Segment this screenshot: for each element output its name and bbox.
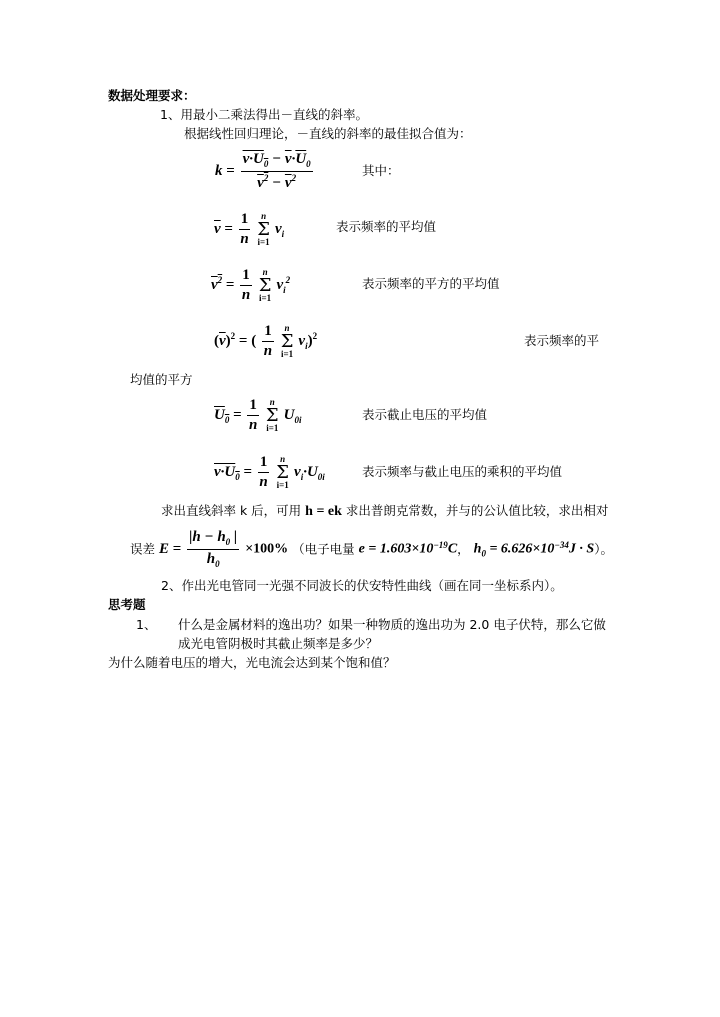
formula-nu-mean: $\overline{\nu}$ = $\frac{1}{n}$ n Σ i=1 $\nu_i$ xyxy=(214,211,285,248)
desc-nu-mean: 表示频率的平均值 xyxy=(336,219,437,234)
question-2: 为什么随着电压的增大，光电流会达到某个饱和值？ xyxy=(108,655,396,670)
error-suffix: ×100% xyxy=(245,541,289,557)
slope-paragraph xyxy=(161,505,608,519)
h0-unit: J · S xyxy=(568,541,595,557)
desc-u0-mean: 表示截止电压的平均值 xyxy=(362,407,488,422)
formula-slope-k: k = $\frac{\nu\cdot U_0 - \overline{\nu}\cdot\overline{U}_0}{\nu^2 - \overline{\nu}^2}$ xyxy=(215,151,311,191)
desc-mean-nu-squared-b: 均值的平方 xyxy=(130,372,193,387)
question-1-number: 1、 xyxy=(136,617,157,632)
questions-heading: 思考题 xyxy=(108,597,146,612)
where-label: 其中： xyxy=(362,163,400,178)
slope-formula: h = ek xyxy=(305,504,342,519)
question-1-line-2: 成光电管阴极时其截止频率是多少？ xyxy=(178,636,379,651)
question-1-line-1: 什么是金属材料的逸出功？如果一种物质的逸出功为 2.0 电子伏特，那么它做 xyxy=(178,617,606,632)
h0-label: h xyxy=(473,541,482,557)
close-paren: ）。 xyxy=(594,541,613,557)
electron-exponent: −19 xyxy=(433,539,448,550)
formula-mean-nu-squared: $(\overline{\nu})^2$ = ( $\frac{1}{n}$ n Σ i=1 $\nu_i)^2$ xyxy=(214,323,318,360)
section-heading: 数据处理要求： xyxy=(108,88,196,103)
electron-unit: C xyxy=(447,541,458,557)
formula-u0-mean: $U_0$ = $\frac{1}{n}$ n Σ i=1 $U_{0i}$ xyxy=(214,397,302,434)
desc-mean-nu-squared-a: 表示频率的平 xyxy=(524,333,600,348)
desc-product-mean: 表示频率与截止电压的乘积的平均值 xyxy=(362,464,563,479)
slope-text-b: 求出普朗克常数，并与的公认值比较，求出相对 xyxy=(345,503,609,518)
error-label: 误差 xyxy=(130,541,156,557)
electron-value: e = 1.603×10 xyxy=(358,541,434,557)
formula-product-mean: $\nu\cdot U_0$ = $\frac{1}{n}$ n Σ i=1 $\nu_i\cdot U_{0i}$ xyxy=(214,454,325,491)
item-1: 1、用最小二乘法得出－直线的斜率。 xyxy=(160,107,368,122)
item-2: 2、作出光电管同一光强不同波长的伏安特性曲线（画在同一坐标系内）。 xyxy=(161,578,563,593)
desc-nu2-mean: 表示频率的平方的平均值 xyxy=(362,276,500,291)
h0-value: = 6.626×10 xyxy=(485,541,555,557)
electron-label: （电子电量 xyxy=(292,541,355,557)
formula-nu2-mean: $\nu^2$ = $\frac{1}{n}$ n Σ i=1 $\nu_i^2$ xyxy=(211,267,291,304)
slope-text-a: 求出直线斜率 k 后，可用 xyxy=(161,503,302,518)
h0-exponent: −34 xyxy=(554,539,569,550)
error-formula-line: 误差 E = $\frac{|h - h_0 |}{h_0}$ ×100% （电子电量 $e = 1.603\times 10^{-19}C$， $h_0 = 6.626\times 10^{-34}J \cdot S$）。 xyxy=(130,529,613,569)
item-1-subtext: 根据线性回归理论，－直线的斜率的最佳拟合值为： xyxy=(184,126,472,141)
